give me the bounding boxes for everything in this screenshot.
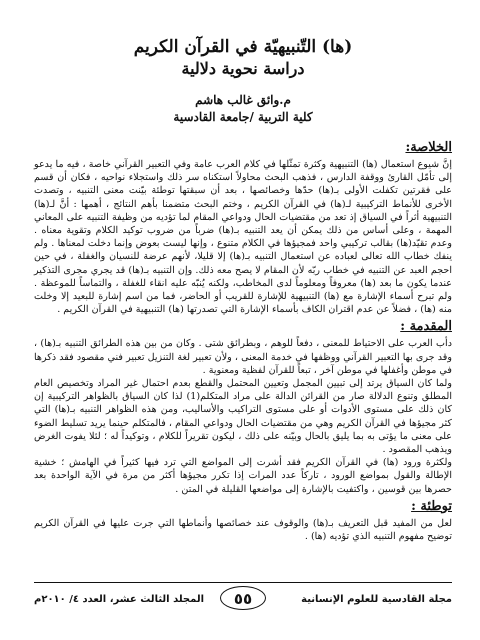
section-introduction bbox=[34, 319, 452, 495]
section-preface bbox=[34, 499, 452, 543]
section-abstract bbox=[34, 140, 452, 316]
page-footer bbox=[34, 582, 452, 620]
section-heading-abstract: الخلاصة: bbox=[405, 140, 452, 155]
volume-issue: المجلد الثالث عشر، العدد ٤/ ٢٠١٠م bbox=[34, 594, 205, 605]
section-heading-preface: توطئة : bbox=[411, 498, 452, 514]
intro-paragraph-3: ولكثرة ورود (ها) في القرآن الكريم فقد أشرت إلى المواضع التي ترد فيها كثيراً في الهامش ؛ خشية الإطالة والقول بمواضع الورود ، تاركاً عدد المرات إذا تكرر مجيؤها أكثر من مرة في الآية الواحدة بعد حصرها بين قوسين ، واكتفيت بالإشارة إلى مواضعها القليلة في المتن . bbox=[34, 457, 452, 495]
footer-divider bbox=[34, 582, 452, 583]
preface-paragraph: لعل من المفيد قبل التعريف بـ(ها) والوقوف عند خصائصها وأنماطها التي جرت عليها في القرآن الكريم توضيح مفهوم التنبيه الذي تؤديه (ها) . bbox=[34, 517, 452, 543]
intro-paragraph-2: ولما كان السياق يرتد إلى تبيين المجمل وتعيين المحتمل والقطع بعدم احتمال غير المراد وتخصيص العام المطلق وتنوع الدلالة صار من القرائن الدالة على مراد المتكلم(1) لذا كان السياق بالظواهر التركيبية إن كان ذلك على مستوى الأدوات أو على مستوى التراكيب والأساليب، ومن هذه الظواهر التنبيه بـ(ها) التي كثر مجيؤها في القرآن الكريم وهي من مقتضيات الحال ودواعي المقام ، فالمتكلم حينما يريد تسليط الضوء على معنى ما يؤتى به بما يليق بالحال وبيّنه على ذلك ، ليكون تقريراً للكلام ، وتوكيداً له ؛ لئلا يفوت الغرض ويذهب المقصود . bbox=[34, 378, 452, 456]
paper-subtitle: دراسة نحوية دلالية bbox=[181, 59, 305, 78]
journal-name: مجلة القادسية للعلوم الإنسانية bbox=[301, 594, 452, 605]
intro-paragraph-1: دأب العرب على الاحتياط للمعنى ، دفعاً للوهم ، وبطرائق شتى . وكان من بين هذه الطرائق التنبيه بـ(ها) ، وقد جرى بها التعبير القرآني ووظفها في خدمة المعنى ، ولأن تعبير لغة التنزيل تعبير فني مقصود فقد ذكرها في موطن وأغفلها في موطن آخر ، تبعاً للقرآن لفظية ومعنوية . bbox=[34, 338, 452, 376]
abstract-paragraph: إنَّ شيوع استعمال (ها) التنبيهية وكثرة تمثّلها في كلام العرب عامة وفي التعبير القرآني خاصة ، فيه ما يدعو إلى تأمّل القارئ ووقفة الدارس ، فذهب البحث محاولاً استكناه سر ذلك واستجلاء نواحيه ، فكان أن قسم على فقرتين تكفلت الأولى بـ(ها) حدّها وخصائصها ، بعد أن سبقتها توطئة بيّنت معنى التنبيه ، وتصدت الأخرى للأنماط التركيبية لـ(ها) في القرآن الكريم ، وختم البحث متضمنا بأهم النتائج ، أهمها : أنَّ لـ(ها) التنبيهية أثراً في السياق إذ تعد من مقتضيات الحال ودواعي المقام لما تؤديه من وظيفة التنبيه على المعاني المهمة ، وعلى أساس من ذلك يمكن أن يعد التنبيه بـ(ها) ضرباً من ضروب توكيد الكلام وتقوية معناه . وعدم تقيّد(ها) بقالب تركيبي واحد فمجيؤها في الكلام متنوع ، وإنها ليست بعوض وإنما دخلت لمعناها . ولم ينفك خطاب الله تعالى لعباده عن استعمال التنبيه بـ(ها) إلا قليلا، لأنهم عرضة للنسيان والغفلة ، في حين احجم العبد عن التنبيه في خطاب ربّه لأن المقام لا يصح معه ذلك. وإن التنبيه بـ(ها) قد يجري مجرى التذكير عندما يكون ما بعد (ها) معروفاً ومعلوماً لدى المخاطب، ولكنه يُنبّه عليه انقاء للغفلة ، والتماساً للموعظة . ولم تبرح أسماء الإشارة مع (ها) التنبيهية للإشارة للقريب أو الحاضر، فما من اسم إشارة للبعيد إلا وخلت منه (ها) ، فضلاً عن عدم اقتران الكاف بأسماء الإشارة التي تصدرتها (ها) التنبيهية في القرآن الكريم . bbox=[34, 159, 452, 316]
paper-title: (ها) التّنبيهيّة في القرآن الكريم bbox=[133, 37, 353, 57]
page-number: ٥٥ bbox=[220, 586, 266, 610]
author-name: م.وائق غالب هاشم bbox=[195, 93, 291, 107]
author-affiliation: كلية التربية /جامعة القادسية bbox=[173, 110, 313, 124]
section-heading-introduction: المقدمة : bbox=[400, 319, 452, 335]
